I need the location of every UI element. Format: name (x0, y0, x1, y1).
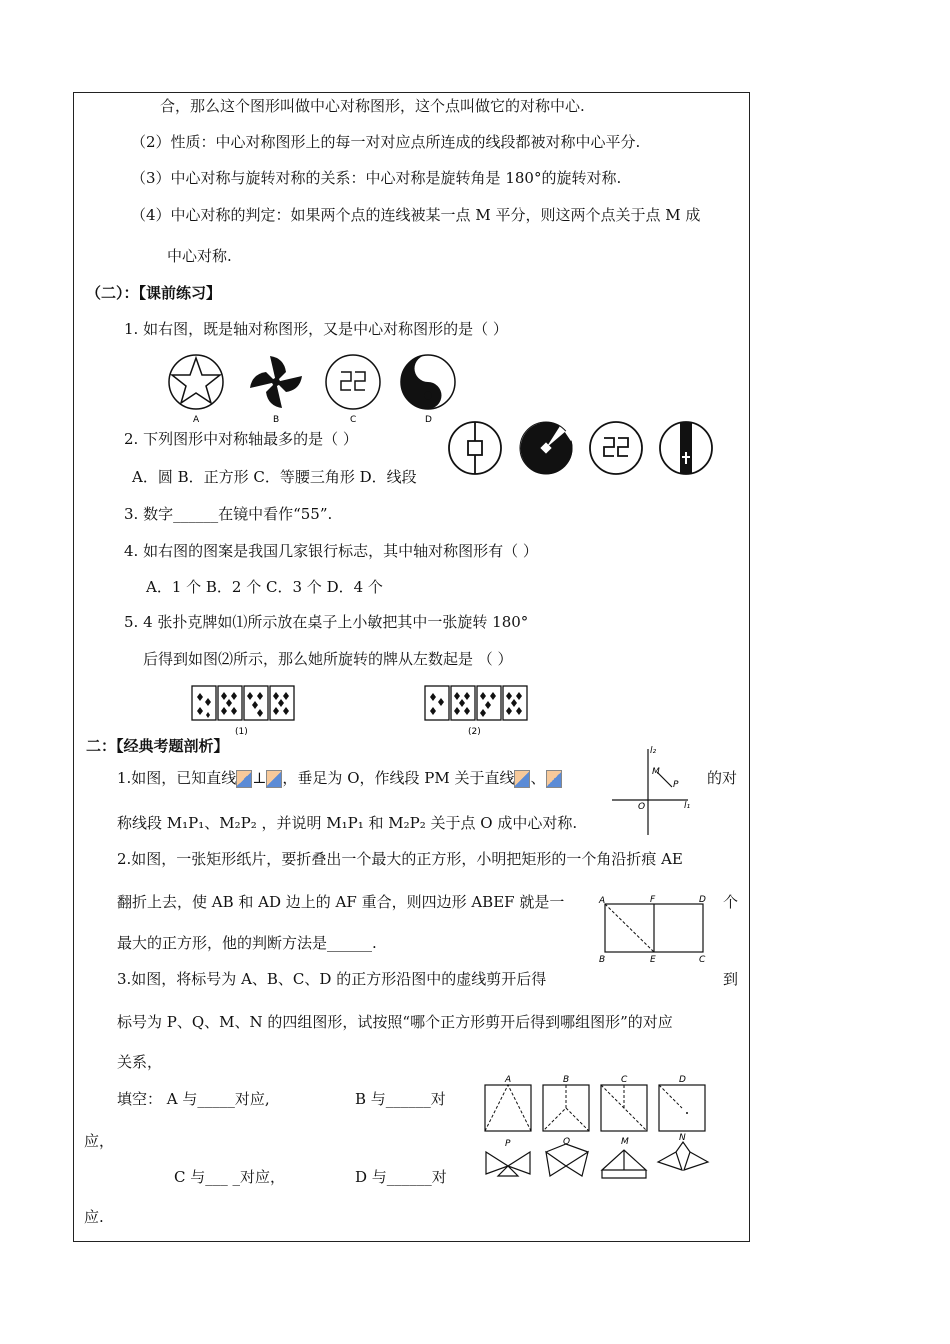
section-heading: 二：【经典考题剖析】 (86, 737, 229, 755)
rectangle-figure (596, 894, 711, 964)
playing-cards (190, 684, 535, 738)
square-label: D (679, 1075, 686, 1085)
piece-label: M (621, 1137, 629, 1147)
card-caption: (1) (235, 727, 248, 737)
fill-blank: D 与______对 (355, 1168, 447, 1186)
figure-b-pinwheel (250, 356, 302, 408)
problem-3-cont: 标号为 P、Q、M、N 的四组图形，试按照“哪个正方形剪开后得到哪组图形”的对应 (117, 1013, 673, 1031)
text-line: （3）中心对称与旋转对称的关系：中心对称是旋转角是 180°的旋转对称. (131, 169, 622, 187)
point-label: O (638, 802, 646, 812)
line-l1-icon (514, 770, 530, 788)
fill-blank: C 与___ _对应， (174, 1168, 286, 1186)
cut-squares-figure (480, 1072, 720, 1184)
question-4: 4. 如右图的图案是我国几家银行标志，其中轴对称图形有（ ） (124, 542, 538, 560)
figure-d-yinyang (401, 355, 455, 409)
problem-1-end: 的对 (707, 769, 738, 787)
symmetry-figures (166, 353, 466, 425)
point-label: M (652, 767, 660, 777)
bank-logo-3 (590, 422, 642, 474)
point-label: P (673, 780, 679, 790)
problem-3: 3.如图，将标号为 A、B、C、D 的正方形沿图中的虚线剪开后得 (117, 970, 547, 988)
figure-label: D (425, 415, 432, 425)
question-5: 5. 4 张扑克牌如⑴所示放在桌子上小敏把其中一张旋转 180° (124, 613, 529, 631)
question-2: 2. 下列图形中对称轴最多的是（ ） (124, 430, 358, 448)
fill-blank-cont: 应， (84, 1132, 115, 1150)
square-label: B (563, 1075, 570, 1085)
problem-1 (117, 769, 562, 788)
question-1: 1. 如右图，既是轴对称图形，又是中心对称图形的是（ ） (124, 320, 508, 338)
piece-label: Q (563, 1137, 571, 1147)
bank-logo-4 (660, 422, 712, 474)
line-l1-icon (236, 770, 252, 788)
bank-logo-2 (520, 422, 573, 474)
text-line: （2）性质：中心对称图形上的每一对对应点所连成的线段都被对称中心平分. (131, 133, 641, 151)
question-3: 3. 数字______在镜中看作“55”. (124, 505, 333, 523)
problem-1-text: 1.如图，已知直线 (117, 769, 237, 787)
question-4-options: A．1 个 B．2 个 C．3 个 D．4 个 (146, 578, 383, 596)
line-l2-icon (266, 770, 282, 788)
problem-2: 2.如图，一张矩形纸片，要折叠出一个最大的正方形，小明把矩形的一个角沿折痕 AE (117, 850, 683, 868)
figure-a-star (169, 355, 223, 409)
square-label: C (621, 1075, 628, 1085)
bank-logos (446, 420, 718, 476)
problem-3-end: 到 (723, 970, 739, 988)
fill-blank: B 与______对 (355, 1090, 446, 1108)
card-group-1 (192, 686, 294, 720)
fill-blank: 填空： A 与_____对应, (117, 1090, 270, 1108)
text-line: 中心对称. (167, 247, 232, 265)
question-5-cont: 后得到如图⑵所示，那么她所旋转的牌从左数起是 （ ） (143, 650, 513, 668)
piece-label: N (679, 1133, 686, 1143)
card-group-2 (425, 686, 527, 720)
question-2-options: A．圆 B．正方形 C．等腰三角形 D．线段 (132, 468, 417, 486)
axis-label: l₁ (684, 801, 691, 811)
fill-blank-cont: 应. (84, 1208, 104, 1226)
axes-figure (610, 745, 700, 837)
problem-2-cont: 最大的正方形，他的判断方法是______. (117, 934, 377, 952)
point-label: B (599, 955, 606, 965)
problem-1-text: ，垂足为 O，作线段 PM 关于直线 (282, 769, 515, 787)
figure-label: B (273, 415, 280, 425)
text-line: 合，那么这个图形叫做中心对称图形，这个点叫做它的对称中心. (160, 97, 585, 115)
problem-2-cont: 翻折上去，使 AB 和 AD 边上的 AF 重合，则四边形 ABEF 就是一 (117, 893, 565, 911)
figure-c-pattern (326, 355, 380, 409)
point-label: C (699, 955, 706, 965)
separator: 、 (530, 769, 546, 787)
figure-label: A (193, 415, 200, 425)
point-label: F (650, 895, 656, 905)
point-label: D (699, 895, 706, 905)
point-label: A (599, 896, 606, 906)
line-l2-icon (546, 770, 562, 788)
point-label: E (650, 955, 656, 965)
piece-label: P (505, 1139, 511, 1149)
problem-3-cont: 关系， (117, 1053, 163, 1071)
perp-symbol: ⊥ (252, 769, 267, 787)
bank-logo-1 (449, 422, 501, 474)
square-label: A (505, 1075, 512, 1085)
problem-1-cont: 称线段 M₁P₁、M₂P₂ ，并说明 M₁P₁ 和 M₂P₂ 关于点 O 成中心对称. (117, 814, 578, 832)
text-line: （4）中心对称的判定：如果两个点的连线被某一点 M 平分，则这两个点关于点 M 成 (131, 206, 701, 224)
figure-label: C (350, 415, 357, 425)
card-caption: (2) (468, 727, 481, 737)
section-heading: （二）：【课前练习】 (86, 284, 222, 302)
problem-2-end: 个 (723, 893, 739, 911)
axis-label: l₂ (650, 746, 657, 756)
